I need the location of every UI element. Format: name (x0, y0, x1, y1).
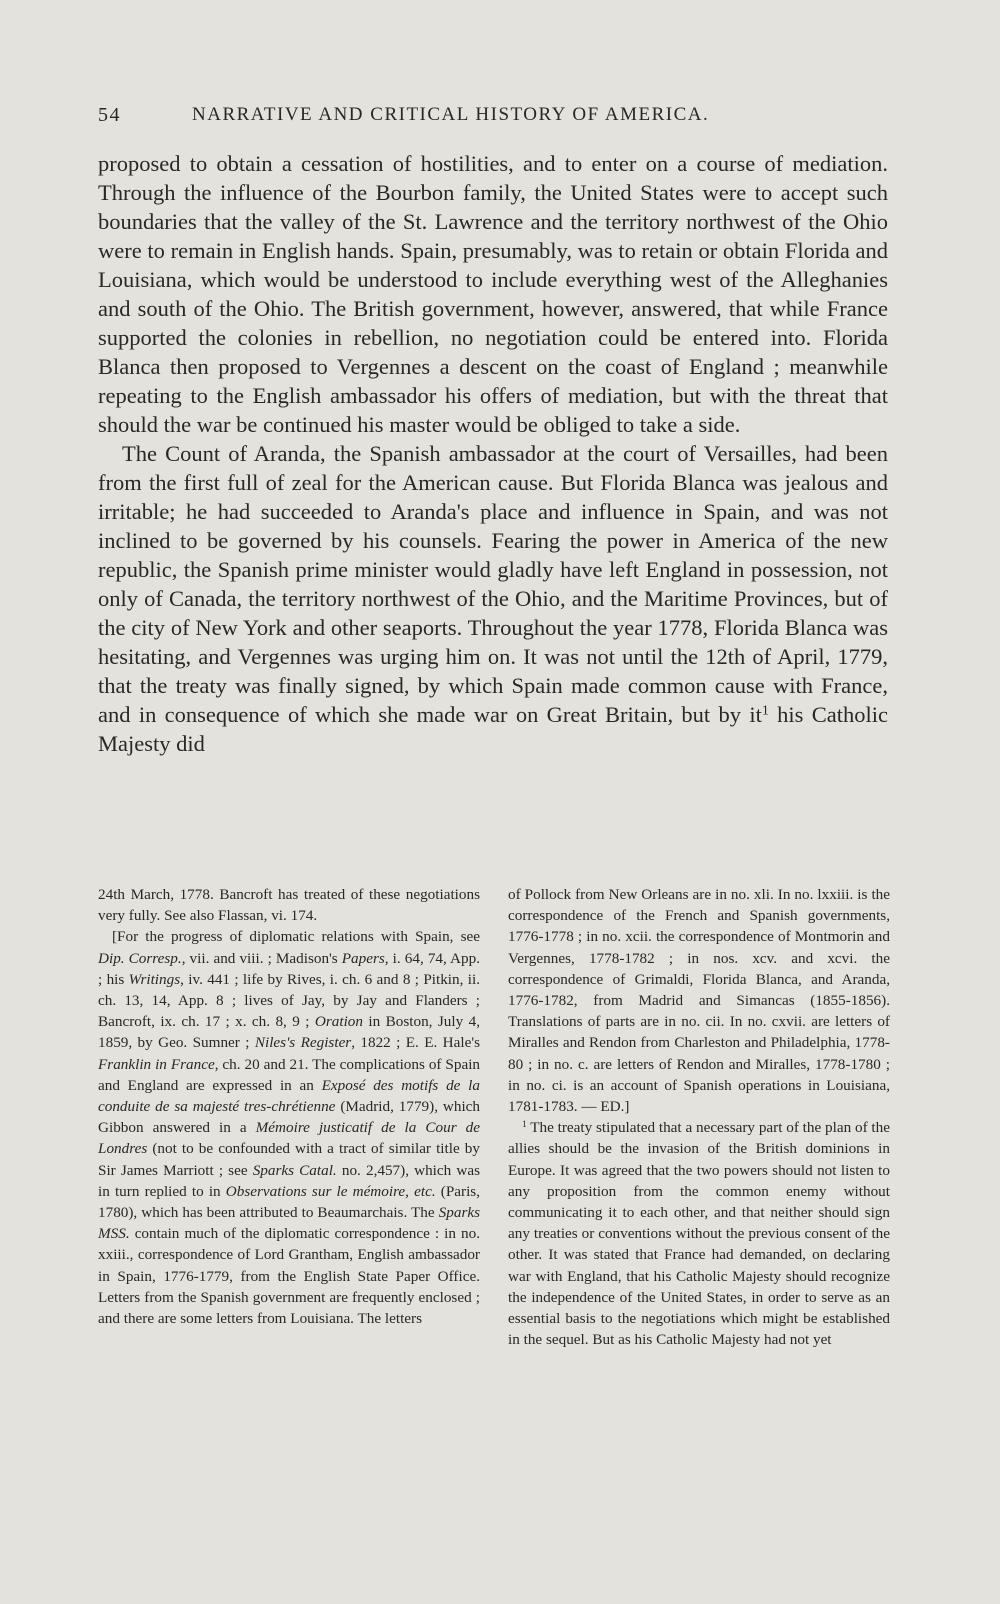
note-text: (Madrid, 1779), which Gibbon answered in a (98, 1098, 480, 1137)
note-text: , ch. 20 and 21. The complications of Spain and England are expressed in an (98, 1055, 481, 1094)
note-text: , vii. and viii. ; Madison's (181, 949, 342, 967)
footnote-continuation: 24th March, 1778. Bancroft has treated of these negotiations very fully. See also Flassan, vi. 174. (98, 886, 480, 925)
note-title: Franklin in France (98, 1055, 215, 1073)
footnote-1 (508, 1117, 890, 1350)
note-text: no. 2,457), which was in turn replied to in (98, 1161, 480, 1200)
page-number: 54 (98, 104, 121, 126)
note-text: in Boston, July 4, 1859, by Geo. Sumner ; (98, 1013, 480, 1052)
note-text: , 1822 ; E. E. Hale's (351, 1034, 480, 1052)
body-paragraph-2-text: The Count of Aranda, the Spanish ambassador at the court of Versailles, had been from the first full of zeal for the American cause. But Florida Blanca was jealous and irritable; he had succeeded to Aranda's place and influence in Spain, and was not inclined to be governed by his counsels. Fearing the power in America of the new republic, the Spanish prime minister would gladly have left England in possession, not only of Canada, the territory northwest of the Ohio, and the Maritime Provinces, but of the city of New York and other seaports. Throughout the year 1778, Florida Blanca was hesitating, and Vergennes was urging him on. It was not until the 12th of April, 1779, that the treaty was finally signed, by which Spain made common cause with France, and in consequence of which she made war on Great Britain, but by it (98, 441, 888, 727)
note-title: Exposé des motifs de la conduite de sa majesté tres-chrétienne (98, 1076, 480, 1116)
body-paragraph-2 (98, 439, 888, 758)
editor-note-continuation: of Pollock from New Orleans are in no. xli. In no. lxxiii. is the correspondence of the French and Spanish governments, 1776-1778 ; in no. xcii. the correspondence of Montmorin and Vergennes, 1778-1782 ; in nos. xcv. and xcvi. the correspondence of Grimaldi, Florida Blanca, and Aranda, 1776-1782, from Madrid and Simancas (1855-1856). Translations of parts are in no. cii. In no. cxvii. are letters of Miralles and Rendon from Charleston and Philadelphia, 1778-80 ; in no. c. are letters of Rendon and Miralles, 1778-1780 ; in no. ci. is an account of Spanish operations in Louisiana, 1781-1783. — ED.] (508, 886, 890, 1116)
footnote-1-text: The treaty stipulated that a necessary part of the plan of the allies should be the invasion of the British dominions in Europe. It was agreed that the two powers should not listen to any proposition from the common enemy without communicating it to each other, and that neither should sign any treaties or conventions without the previous consent of the other. It was stated that France had demanded, on declaring war with England, that his Catholic Majesty should recognize the independence of the United States, in order to serve as an essential basis to the negotiations which might be established in the sequel. But as his Catholic Majesty had not yet (508, 1119, 890, 1349)
note-text: (Paris, 1780), which has been attributed to Beaumarchais. The (98, 1182, 480, 1222)
note-title: Writings (128, 970, 181, 988)
page-header (98, 104, 798, 134)
note-title: Papers (341, 949, 385, 967)
note-text: , iv. 441 ; life by Rives, i. ch. 6 and 8 ; Pitkin, ii. ch. 13, 14, App. 8 ; lives of Jay, by Jay and Flanders ; Bancroft, ix. ch. 17 ; x. ch. 8, 9 ; (98, 970, 480, 1031)
note-title: Observations sur le mémoire, etc. (225, 1182, 436, 1200)
footnote-column-right (508, 884, 890, 1350)
note-title: Sparks Catal. (252, 1161, 337, 1179)
running-title: NARRATIVE AND CRITICAL HISTORY OF AMERICA. (192, 104, 710, 125)
footnote-marker: 1 (522, 1120, 527, 1131)
note-text: (not to be confounded with a tract of similar title by Sir James Marriott ; see (98, 1140, 480, 1179)
note-title: Sparks MSS. (98, 1204, 480, 1243)
note-title: Oration (314, 1013, 363, 1031)
editor-note (98, 926, 480, 1329)
note-text: , i. 64, 74, App. ; his (98, 949, 480, 988)
body-paragraph-1 (98, 149, 888, 439)
footnote-reference: 1 (761, 703, 769, 719)
footnotes (98, 884, 890, 1350)
main-text (98, 149, 888, 758)
note-title: Mémoire justicatif de la Cour de Londres (98, 1119, 480, 1158)
body-paragraph-1-text: proposed to obtain a cessation of hostilities, and to enter on a course of mediation. Through the influence of the Bourbon family, the United States were to accept such boundaries that the valley of the St. Lawrence and the territory northwest of the Ohio were to remain in English hands. Spain, presumably, was to retain or obtain Florida and Louisiana, which would be understood to include everything west of the Alleghanies and south of the Ohio. The British government, however, answered, that while France supported the colonies in rebellion, no negotiation could be entered into. Florida Blanca then proposed to Vergennes a descent on the coast of England ; meanwhile repeating to the English ambassador his offers of mediation, but with the threat that should the war be continued his master would be obliged to take a side. (98, 151, 888, 437)
body-paragraph-2-end: his Catholic Majesty did (98, 702, 888, 756)
note-title: Dip. Corresp. (98, 949, 182, 967)
note-text: contain much of the diplomatic correspondence : in no. xxiii., correspondence of Lord Grantham, English ambassador in Spain, 1776-1779, from the English State Paper Office. Letters from the Spanish government are frequently enclosed ; and there are some letters from Louisiana. The letters (98, 1225, 480, 1328)
note-text: [For the progress of diplomatic relations with Spain, see (112, 928, 480, 946)
note-title: Niles's Register (254, 1034, 352, 1052)
footnote-column-left (98, 884, 480, 1350)
